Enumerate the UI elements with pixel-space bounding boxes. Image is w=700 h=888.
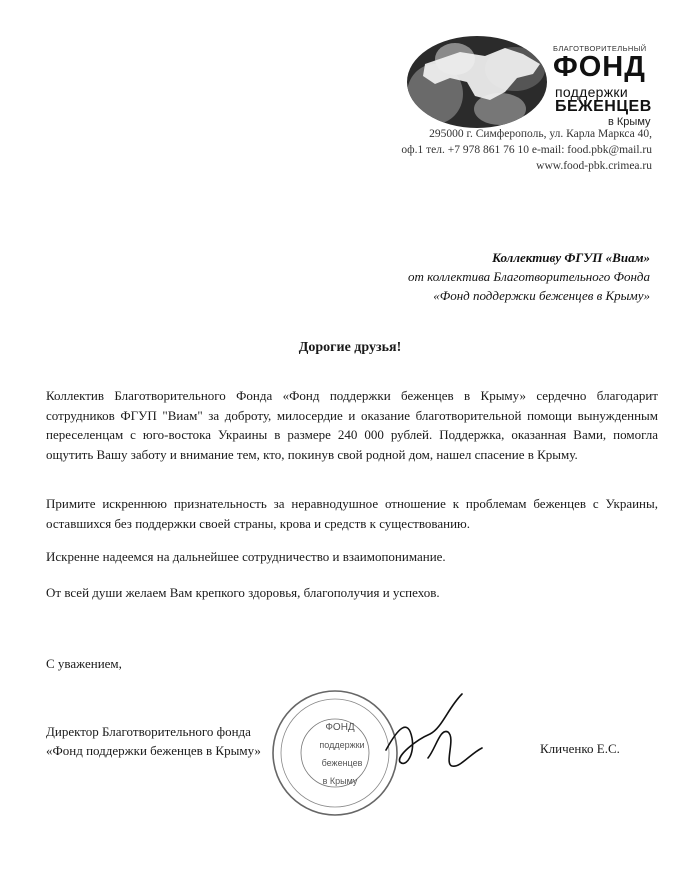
brand-title: ФОНД [553,51,646,83]
salutation: Дорогие друзья! [298,340,402,355]
address-line-1: 295000 г. Симферополь, ул. Карла Маркса 40, [429,128,652,140]
address-line-2: оф.1 тел. +7 978 861 76 10 e-mail: food.pbk@mail.ru [401,144,652,156]
stamp-text-3: беженцев [321,758,363,768]
addressee-line-3: «Фонд поддержки беженцев в Крыму» [433,288,650,303]
paragraph-2: Примите искреннюю признательность за неравнодушное отношение к проблемам беженцев с Украины, оставшихся без поддержки своей страны, крова и средств к существованию. [46,496,658,531]
closing: С уважением, [46,656,122,671]
handwritten-signature-icon [378,688,488,788]
stamp-text-2: поддержки [319,740,365,750]
addressee-line-2: от коллектива Благотворительного Фонда [407,269,650,284]
crimea-map-logo-icon [405,34,550,130]
address-line-3: www.food-pbk.crimea.ru [536,160,652,172]
brand-subtitle: БЛАГОТВОРИТЕЛЬНЫЙ [553,44,647,53]
stamp-text-1: ФОНД [325,722,355,733]
signer-title-line-1: Директор Благотворительного фонда [46,724,251,739]
brand-line-1: поддержки [555,84,628,100]
signer-name: Кличенко Е.С. [540,741,620,756]
paragraph-4: От всей души желаем Вам крепкого здоровья, благополучия и успехов. [46,585,440,600]
paragraph-3: Искренне надеемся на дальнейшее сотрудничество и взаимопонимание. [46,549,446,564]
signer-title-line-2: «Фонд поддержки беженцев в Крыму» [46,743,261,758]
brand-line-2: БЕЖЕНЦЕВ [555,98,652,115]
paragraph-1: Коллектив Благотворительного Фонда «Фонд поддержки беженцев в Крыму» сердечно благодарит сотрудников ФГУП "Виам" за доброту, милосердие и оказание благотворительной помощи вынужденным переселенцам с юго-востока Украины в размере 240 000 рублей. Поддержка, оказанная Вами, помогла ощутить Вашу заботу и внимание тем, кто, покинув свой родной дом, нашел спасение в Крыму. [46,388,658,462]
addressee-line-1: Коллективу ФГУП «Виам» [492,250,650,265]
stamp-text-4: в Крыму [322,776,358,786]
brand-line-3: в Крыму [608,116,651,128]
